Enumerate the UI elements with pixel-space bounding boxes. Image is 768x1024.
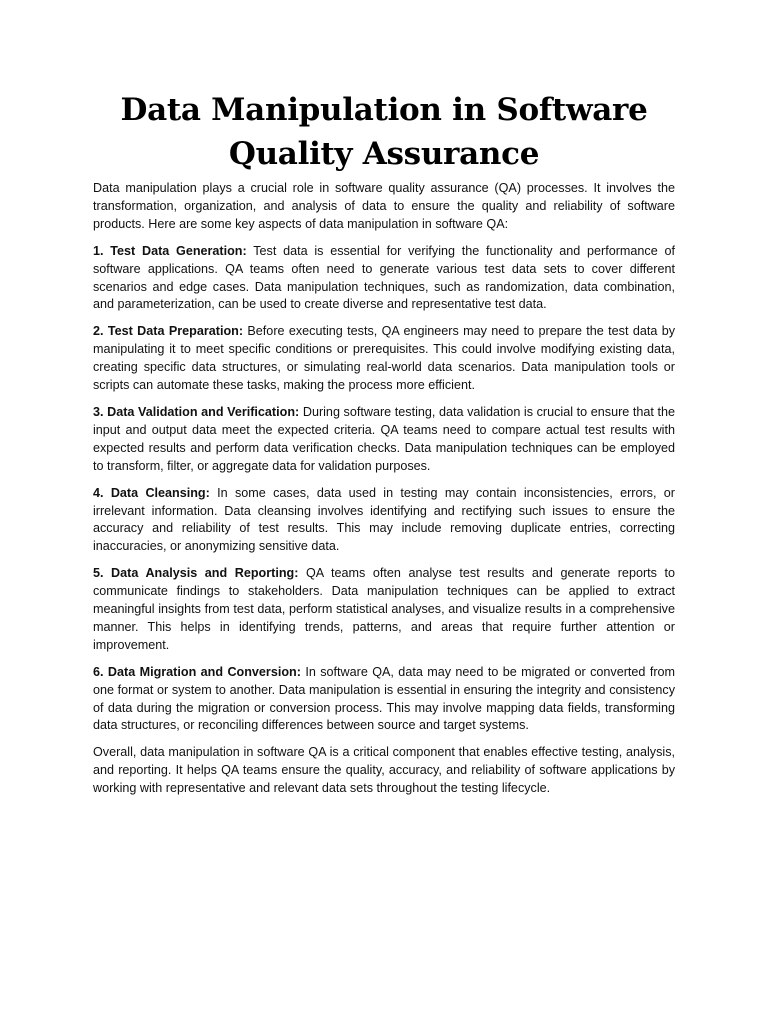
section-heading: 4. Data Cleansing: xyxy=(93,485,210,500)
document-body xyxy=(93,180,675,807)
section-heading: 2. Test Data Preparation: xyxy=(93,324,244,339)
section-text: During software testing, data validation is crucial to ensure that the input and output data meet the expected criteria. QA teams need to compare actual test results with expected results and perform data verification checks. Data manipulation techniques can be employed to transform, filter, or aggregate data for validation purposes. xyxy=(93,404,676,473)
section-heading: 1. Test Data Generation: xyxy=(93,243,247,258)
conclusion-paragraph: Overall, data manipulation in software QA is a critical component that enables effective testing, analysis, and reporting. It helps QA teams ensure the quality, accuracy, and reliability of software applications by working with representative and relevant data sets throughout the testing lifecycle. xyxy=(93,745,675,796)
intro-paragraph: Data manipulation plays a crucial role in software quality assurance (QA) processes. It involves the transformation, organization, and analysis of data to ensure the quality and reliability of software products. Here are some key aspects of data manipulation in software QA: xyxy=(93,181,675,231)
section-text: Test data is essential for verifying the functionality and performance of software applications. QA teams often need to generate various test data sets to cover different scenarios and edge cases. Data manipulation techniques, such as randomization, data combination, and parameterization, can be used to create diverse and representative test data. xyxy=(93,243,675,312)
section-paragraph xyxy=(93,323,675,395)
section-text: In software QA, data may need to be migrated or converted from one format or system to another. Data manipulation is essential in ensuring the integrity and consistency of data during the migration or conversion process. This may involve mapping data fields, transforming data structures, or reconciling differences between source and target systems. xyxy=(93,664,676,733)
section-text: In some cases, data used in testing may contain inconsistencies, errors, or irrelevant information. Data cleansing involves identifying and rectifying such issues to ensure the accuracy and reliability of test results. This may include removing duplicate entries, correcting inaccuracies, or anonymizing sensitive data. xyxy=(93,485,676,554)
section-text: Before executing tests, QA engineers may need to prepare the test data by manipulating it to meet specific conditions or prerequisites. This could involve modifying existing data, creating specific data structures, or simulating real-world data scenarios. Data manipulation tools or scripts can automate these tasks, making the process more efficient. xyxy=(93,324,676,393)
section-heading: 6. Data Migration and Conversion: xyxy=(93,664,301,679)
section-paragraph xyxy=(93,485,675,557)
section-text: QA teams often analyse test results and generate reports to communicate findings to stakeholders. Data manipulation techniques can be applied to extract meaningful insights from test data, perform statistical analyses, and visualize results in a comprehensive manner. This helps in identifying trends, patterns, and areas that require further attention or improvement. xyxy=(93,566,675,652)
page-title: Data Manipulation in Software Quality Assurance xyxy=(120,92,648,172)
section-heading: 5. Data Analysis and Reporting: xyxy=(93,566,299,581)
section-paragraph xyxy=(93,664,675,736)
section-paragraph xyxy=(93,565,675,655)
section-paragraph xyxy=(93,243,675,315)
section-paragraph xyxy=(93,404,675,476)
section-heading: 3. Data Validation and Verification: xyxy=(93,404,300,419)
